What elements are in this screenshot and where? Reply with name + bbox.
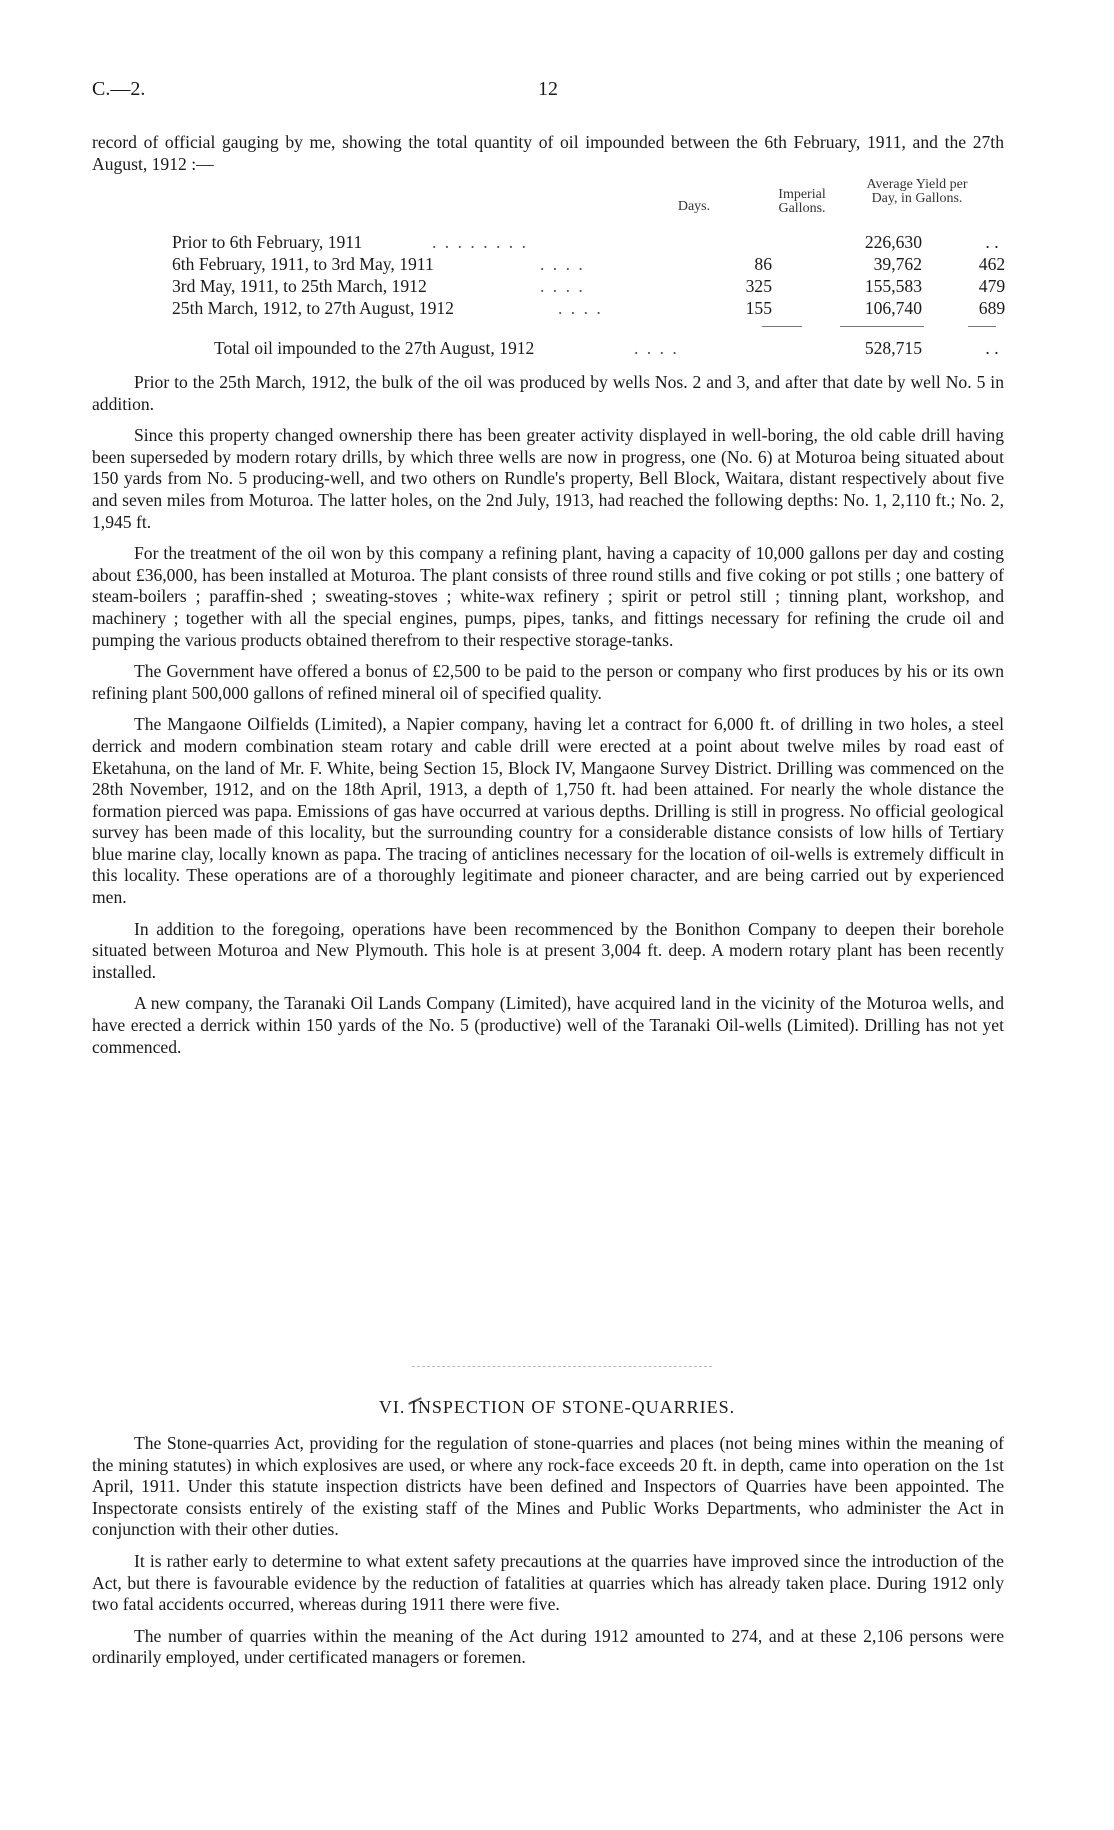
total-label: Total oil impounded to the 27th August, 1912 [214, 338, 535, 358]
row-gallons: 155,583 [864, 276, 922, 296]
paragraph: The Government have offered a bonus of £2,500 to be paid to the person or company who first produces by his or its own refining plant 500,000 gallons of refined mineral oil of specified quality. [92, 661, 1004, 703]
row-days: 325 [745, 276, 772, 296]
row-average: 689 [978, 298, 1006, 318]
section-title: VI. INSPECTION OF STONE-QUARRIES. [378, 1397, 736, 1417]
table-row [172, 254, 1004, 276]
row-period: 25th March, 1912, to 27th August, 1912 [172, 298, 454, 318]
table-total-row [214, 338, 1004, 360]
average-total-rule [968, 326, 996, 327]
row-gallons: 39,762 [873, 254, 922, 274]
column-header-days: Days. [677, 199, 711, 214]
paragraph: A new company, the Taranaki Oil Lands Company (Limited), have acquired land in the vicinity of the Moturoa wells, and have erected a derrick within 150 yards of the No. 5 (productive) well of the Taranaki Oil-wells (Limited). Drilling has not yet commenced. [92, 993, 1004, 1057]
row-days: 155 [745, 298, 772, 318]
total-gallons: 528,715 [864, 338, 922, 358]
total-average: . . [985, 338, 999, 358]
table-row [172, 298, 1004, 320]
row-gallons: 106,740 [864, 298, 922, 318]
paragraph: In addition to the foregoing, operations have been recommenced by the Bonithon Company to deepen their borehole situated between Moturoa and New Plymouth. This hole is at present 3,004 ft. deep. A modern rotary plant has been recently installed. [92, 918, 1004, 982]
paragraph: It is rather early to determine to what extent safety precautions at the quarries have improved since the introduction of the Act, but there is favourable evidence by the reduction of fatalities at quarries which has already taken place. During 1912 only two fatal accidents occurred, whereas during 1911 there were five. [92, 1550, 1004, 1615]
table-row [172, 232, 1004, 254]
paragraph: The number of quarries within the meaning of the Act during 1912 amounted to 274, and at these 2,106 persons were ordinarily employed, under certificated managers or foremen. [92, 1625, 1004, 1668]
row-leader-dots: . . . . [558, 298, 603, 318]
page-reference: C.—2. [92, 78, 146, 100]
oil-section-body [92, 372, 1004, 1068]
days-total-rule [762, 326, 802, 327]
column-header-gallons: Imperial Gallons. [778, 187, 826, 216]
row-leader-dots: . . . . [540, 254, 585, 274]
row-average: . . [985, 232, 999, 252]
paragraph: Prior to the 25th March, 1912, the bulk of the oil was produced by wells Nos. 2 and 3, and after that date by well No. 5 in addition. [92, 372, 1004, 414]
section-break-rule [412, 1366, 712, 1367]
column-header-average: Average Yield per Day, in Gallons. [866, 177, 968, 206]
gallons-total-rule [840, 326, 924, 327]
row-leader-dots: . . . . . . . . [432, 232, 528, 252]
row-days: 86 [754, 254, 772, 274]
row-average: 479 [978, 276, 1006, 296]
row-period: 6th February, 1911, to 3rd May, 1911 [172, 254, 434, 274]
paragraph: The Mangaone Oilfields (Limited), a Napier company, having let a contract for 6,000 ft. of drilling in two holes, a steel derrick and modern combination steam rotary and cable drill were erected at a point about twelve miles by road east of Eketahuna, on the land of Mr. F. White, being Section 15, Block IV, Mangaone Survey District. Drilling was commenced on the 28th November, 1912, and on the 18th April, 1913, a depth of 1,750 ft. had been attained. For nearly the whole distance the formation pierced was papa. Emissions of gas have occurred at various depths. Drilling is still in progress. No official geological survey has been made of this locality, but the surrounding country for a considerable distance consists of low hills of Tertiary blue marine clay, locally known as papa. The tracing of anticlines necessary for the location of oil-wells is extremely difficult in this locality. These operations are of a thoroughly legitimate and pioneer character, and are being carried out by experienced men. [92, 714, 1004, 908]
page-number: 12 [538, 78, 558, 100]
paragraph: Since this property changed ownership there has been greater activity displayed in well-boring, the old cable drill having been superseded by modern rotary drills, by which three wells are now in progress, one (No. 6) at Moturoa being situated about 150 yards from No. 5 producing-well, and two others on Rundle's property, Bell Block, Waitara, distant respectively about five and seven miles from Moturoa. The latter holes, on the 2nd July, 1913, had reached the following depths: No. 1, 2,110 ft.; No. 2, 1,945 ft. [92, 425, 1004, 532]
row-gallons: 226,630 [864, 232, 922, 252]
table-row [172, 276, 1004, 298]
oil-gauging-table [92, 170, 1004, 360]
row-leader-dots: . . . . [540, 276, 585, 296]
row-average: 462 [978, 254, 1006, 274]
paragraph: For the treatment of the oil won by this company a refining plant, having a capacity of 10,000 gallons per day and costing about £36,000, has been installed at Moturoa. The plant consists of three round stills and five coking or pot stills ; one battery of steam-boilers ; paraffin-shed ; sweating-stoves ; white-wax refinery ; spirit or petrol still ; tinning plant, workshop, and machinery ; together with all the special engines, pumps, pipes, tanks, and fittings necessary for refining the crude oil and pumping the various products obtained therefrom to their respective storage-tanks. [92, 543, 1004, 650]
intro-text: record of official gauging by me, showing the total quantity of oil impounded between the 6th February, 1911, and the 27th August, 1912 :— [92, 132, 1004, 174]
quarries-section-body [92, 1433, 1004, 1679]
row-period: 3rd May, 1911, to 25th March, 1912 [172, 276, 427, 296]
paragraph: The Stone-quarries Act, providing for the regulation of stone-quarries and places (not being mines within the meaning of the mining statutes) in which explosives are used, or where any rock-face exceeds 20 ft. in depth, came into operation on the 1st April, 1911. Under this statute inspection districts have been defined and Inspectors of Quarries have been appointed. The Inspectorate consists entirely of the existing staff of the Mines and Public Works Departments, who administer the Act in conjunction with their other duties. [92, 1433, 1004, 1540]
row-period: Prior to 6th February, 1911 [172, 232, 363, 252]
total-leader-dots: . . . . [634, 338, 679, 358]
